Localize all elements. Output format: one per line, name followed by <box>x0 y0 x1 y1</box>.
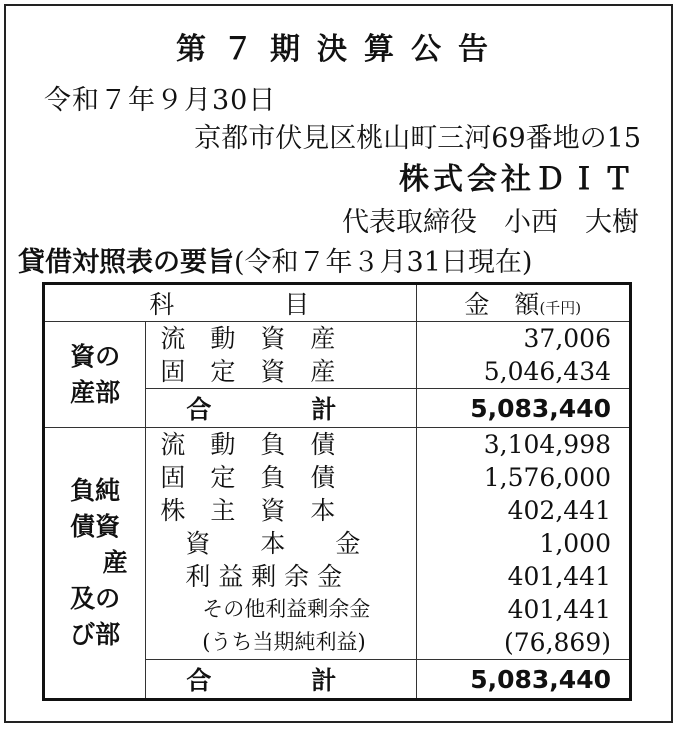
value-cell: 5,046,434 <box>483 357 611 386</box>
company-address: 京都市伏見区桃山町三河69番地の15 <box>194 123 641 154</box>
value-cell: 3,104,998 <box>483 430 611 459</box>
value-cell: (76,869) <box>504 628 611 657</box>
balance-sheet-table <box>42 282 632 701</box>
liabilities-category-line: 負純 <box>70 476 121 505</box>
list-item: 固 定 資 産 <box>160 357 336 386</box>
list-item: 株 主 資 本 <box>160 496 336 525</box>
value-cell: 401,441 <box>507 595 611 624</box>
list-item: 流 動 資 産 <box>160 324 336 353</box>
liabilities-category-line: び部 <box>70 620 121 649</box>
company-name: 株式会社ＤＩＴ <box>399 162 637 197</box>
value-cell: 402,441 <box>507 496 611 525</box>
header-kingaku <box>416 284 630 322</box>
heading-title: 貸借対照表の要旨 <box>18 247 234 278</box>
list-item: 流 動 負 債 <box>160 430 336 459</box>
header-kingaku-label: 金 額 <box>464 290 540 319</box>
notice-date: 令和７年９月30日 <box>44 85 277 116</box>
list-item: その他利益剰余金 <box>160 597 371 621</box>
liabilities-values <box>416 428 630 660</box>
liabilities-total-label: 合 計 <box>146 660 416 700</box>
assets-total-label: 合 計 <box>146 389 416 428</box>
list-item: (うち当期純利益) <box>160 630 366 654</box>
liabilities-category-line: 及の <box>70 584 121 613</box>
liabilities-category <box>44 428 146 700</box>
value-cell: 37,006 <box>523 324 611 353</box>
header-unit: (千円) <box>539 299 582 317</box>
list-item: 資 本 金 <box>160 529 361 558</box>
liabilities-category-line: 産 <box>102 548 128 577</box>
assets-category <box>44 322 146 428</box>
assets-items <box>146 322 416 389</box>
header-kamoku: 科 目 <box>44 284 417 322</box>
assets-category-line: 資の <box>70 341 121 371</box>
list-item: 固 定 負 債 <box>160 463 336 492</box>
representative: 代表取締役 小西 大樹 <box>342 207 639 238</box>
assets-total-value: 5,083,440 <box>416 389 630 428</box>
value-cell: 1,000 <box>539 529 611 558</box>
value-cell: 1,576,000 <box>483 463 611 492</box>
liabilities-total-value: 5,083,440 <box>416 660 630 700</box>
table-header-row <box>44 284 631 322</box>
liabilities-items <box>146 428 416 660</box>
value-cell: 401,441 <box>507 562 611 591</box>
heading-period: (令和７年３月31日現在) <box>234 247 533 278</box>
liabilities-category-line: 債資 <box>70 512 121 541</box>
assets-category-line: 産部 <box>70 377 121 407</box>
assets-row <box>44 322 631 389</box>
liabilities-row <box>44 428 631 660</box>
list-item: 利 益 剰 余 金 <box>160 562 343 591</box>
notice-title: 第７期決算公告 <box>176 32 505 67</box>
assets-values <box>416 322 630 389</box>
balance-sheet-heading <box>18 240 532 279</box>
